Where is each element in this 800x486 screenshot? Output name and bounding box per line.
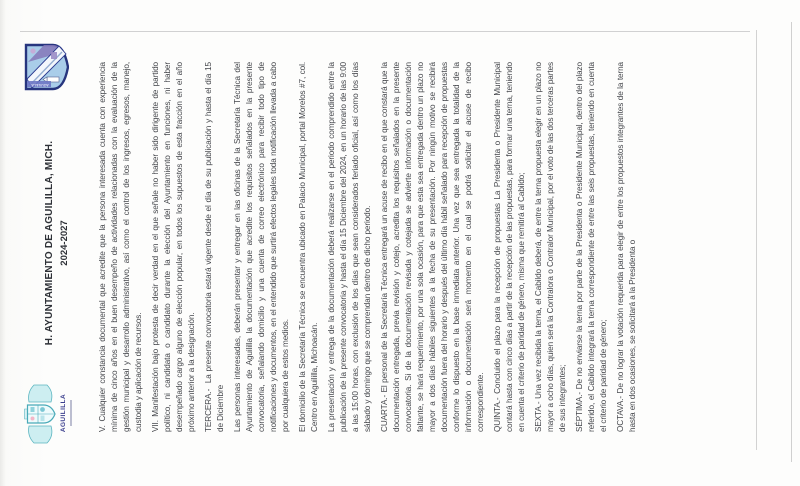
paragraph: TERCERA.- La presente convocatoria estará vigente desde el día de su publicación y hasta el día 15 de Diciembre xyxy=(204,62,225,432)
paragraph: La presentación y entrega de la documentación deberá realizarse en el periodo comprendido entre la publicación de la presente convocatoria y hasta el día 15 Diciembre del 2024, en un horario de las 9:00 a las 15:00 horas, con exclusión de los días que sean considerados feriado oficial, así como los días sábado y domingo que se comprendan dentro de dicho periodo. xyxy=(327,62,372,432)
document-body xyxy=(97,62,644,432)
paragraph: V. Cualquier constancia documental que acredite que la persona interesada cuenta con experiencia mínima de cinco años en el buen desempeño de actividades relacionadas con la evaluación de la gestión municipal y desarrollo administrativo, así como el control de los ingresos, egresos, manejo, custodia y aplicación de recursos. xyxy=(98,62,143,432)
aguililla-blue-shield-icon xyxy=(23,42,69,92)
paragraph: OCTAVA.- De no lograr la votación requerida para elegir de entre los propuestos integrantes de la terna hasta en dos ocasiones, se solicitará a la Presidenta o xyxy=(616,62,637,432)
document-subtitle: 2024-2027 xyxy=(59,220,70,266)
paragraph: VII. Manifestación bajo protesta de decir verdad en el que señale no haber sido dirigente de partido político, ni candidata o candidato durante la elección del Ayuntamiento en funciones, ni haber desempeñado cargo alguno de elección popular, en todos los supuestos de esta fracción en el año próximo anterior a la designación. xyxy=(151,62,196,432)
scan-artifact-line xyxy=(20,31,750,32)
scan-artifact-line xyxy=(756,30,757,450)
paragraph: Las personas interesadas, deberán presentar y entregar en las oficinas de la Secretaría Técnica del Ayuntamiento de Aguililla la documentación que acredite los requisitos señalados en la presente convocatoria, señalando domicilio y una cuenta de correo electrónico para recibir todo tipo de notificaciones y documentos, en el entendido que surtirá efectos legales toda notificación llevada a cabo por cualquiera de estos medios. xyxy=(233,62,290,432)
logo-caption: AGUILILLA xyxy=(60,393,67,433)
document-title: H. AYUNTAMIENTO DE AGUILILLA, MICH. xyxy=(44,140,55,346)
paragraph: SEXTA.- Una vez recibida la terna, el Cabildo deberá, de entre la terna propuesta elegir en un plazo no mayor a ocho días, quien será la Contralora o Contralor Municipal, por el voto de las dos terceras partes de sus integrantes; xyxy=(534,62,567,432)
paragraph: El domicilio de la Secretaría Técnica se encuentra ubicado en Palacio Municipal, portal Morelos #7, col. Centro en Aguililla, Michoacán. xyxy=(298,62,319,432)
paragraph: SÉPTIMA.- De no enviarse la terna por parte de la Presidenta o Presidente Municipal, dentro del plazo referido, el Cabildo integrará la terna correspondiente de entre las seis propuestas, teniendo en cuenta el criterio de paridad de género; xyxy=(575,62,608,432)
scan-artifact-line xyxy=(791,22,792,462)
paragraph: QUINTA.- Concluido el plazo para la recepción de propuestas La Presidenta o Presidente Municipal contará hasta con cinco días a partir de la recepción de las propuestas, para formar una terna, teniendo en cuenta el criterio de paridad de género, misma que remitirá al Cabildo; xyxy=(493,62,526,432)
paragraph: CUARTA.- El personal de la Secretaría Técnica entregará un acuse de recibo en el que constará que la documentación entregada, previa revisión y cotejo, acredita los requisitos señalados en la presente convocatoria. Si de la documentación revisada y cotejada se advierte información o documentación faltante, se hará requerimiento, por una sola ocasión, para que esta sea entregada dentro un plazo no mayor a dos días hábiles siguientes a la fecha de su presentación. Por ningún motivo se recibirá documentación fuera del horario y después del último día hábil señalado para recepción de propuestas conforme lo dispuesto en la base inmediata anterior. Una vez que sea entregada la totalidad de la información o documentación será momento en el cual se podrá solicitar el acuse de recibo correspondiente. xyxy=(380,62,485,432)
logo-caption-subline xyxy=(70,400,72,426)
crest-banner-text: AGUILILLA xyxy=(31,83,49,87)
scan-edge-shadow xyxy=(0,0,6,486)
